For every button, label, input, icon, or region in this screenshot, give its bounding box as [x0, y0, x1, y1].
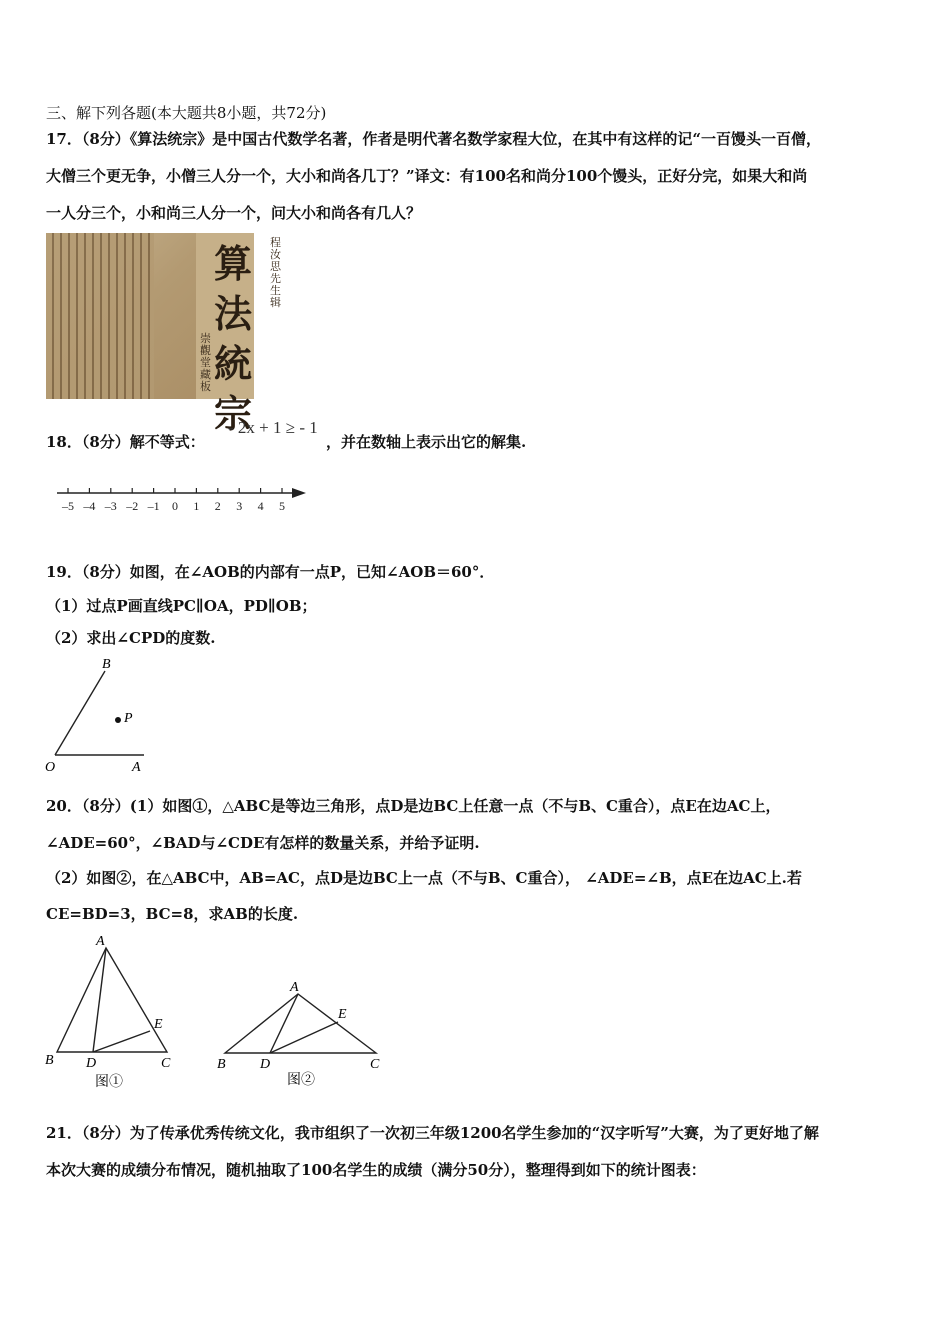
q17-line2: 大僧三个更无争，小僧三人分一个，大小和尚各几丁？”译文：有100名和尚分100个馒头，正好分完，如果大和尚: [46, 167, 808, 185]
fig2-label-c: C: [370, 1057, 380, 1072]
fig1-label-e: E: [154, 1017, 163, 1032]
q19-line1: 19．（8分）如图，在∠AOB的内部有一点P，已知∠AOB＝60°．: [46, 563, 495, 581]
q18-inequality: - 2x + 1 ≥ - 1: [228, 418, 318, 437]
fig1-label-c: C: [161, 1056, 171, 1071]
q17-line1: 17．（8分）《算法统宗》是中国古代数学名著，作者是明代著名数学家程大位，在其中有这样的记“一百馒头一百僧，: [46, 130, 821, 148]
number-line-tick-label: 0: [172, 499, 178, 513]
q19-line3: （2）求出∠CPD的度数.: [46, 629, 216, 647]
number-line-tick-label: 3: [236, 499, 243, 513]
number-line-tick-label: –4: [83, 499, 96, 513]
fig2-label-e: E: [338, 1007, 347, 1022]
fig1-label-d: D: [86, 1056, 97, 1071]
number-line-tick-label: 5: [279, 499, 285, 513]
section-title: 三、解下列各题(本大题共8小题，共72分): [46, 104, 327, 122]
number-line-tick-label: –2: [126, 499, 139, 513]
book-title: 算法統宗: [214, 241, 253, 436]
fig1-label-b: B: [45, 1053, 54, 1068]
fig2-caption: 图②: [287, 1073, 315, 1088]
q20-line3: （2）如图②，在△ABC中，AB=AC，点D是边BC上一点（不与B、C重合）， ∠ADE=∠B，点E在边AC上.若: [46, 869, 802, 887]
segment-de-2: [270, 1022, 338, 1053]
q18-prefix: 18．（8分）解不等式：: [46, 433, 205, 451]
book-publisher: 崇觀堂藏板: [200, 332, 211, 393]
number-line-tick-label: 4: [257, 499, 264, 513]
q17-line3: 一人分三个，小和尚三人分一个，问大小和尚各有几人？: [46, 204, 422, 222]
q20-line1: 20．（8分）(1）如图①，△ABC是等边三角形，点D是边BC上任意一点（不与B、C重合），点E在边AC上，: [46, 797, 781, 815]
fig1-label-a: A: [96, 934, 105, 949]
q20-line2: ∠ADE=60°，∠BAD与∠CDE有怎样的数量关系，并给予证明.: [46, 834, 480, 852]
q18-suffix: ，并在数轴上表示出它的解集.: [326, 433, 527, 451]
label-o: O: [45, 760, 56, 775]
fig2-label-b: B: [217, 1057, 226, 1072]
number-line-tick-label: –1: [147, 499, 160, 513]
q21-line2: 本次大赛的成绩分布情况，随机抽取了100名学生的成绩（满分50分），整理得到如下的统计图表：: [46, 1161, 706, 1179]
number-line-tick-label: –3: [104, 499, 117, 513]
label-b: B: [102, 657, 111, 672]
number-line-tick-label: –5: [62, 499, 74, 513]
q20-line4: CE=BD=3，BC=8，求AB的长度.: [46, 905, 299, 923]
q19-line2: （1）过点P画直线PC∥OA，PD∥OB；: [46, 597, 317, 615]
number-line-tick-label: 2: [214, 499, 221, 513]
fig2-label-a: A: [290, 980, 299, 995]
label-p: P: [124, 711, 133, 726]
label-a: A: [132, 760, 141, 775]
segment-ad-2: [270, 994, 298, 1053]
q21-line1: 21．（8分）为了传承优秀传统文化，我市组织了一次初三年级1200名学生参加的“汉字听写”大赛，为了更好地了解: [46, 1124, 819, 1142]
book-author: 程汝思先生辑: [270, 236, 281, 309]
triangle-abc-2: [225, 994, 376, 1053]
number-line-tick-label: 1: [193, 499, 200, 513]
fig1-caption: 图①: [95, 1075, 123, 1090]
fig2-label-d: D: [260, 1057, 271, 1072]
